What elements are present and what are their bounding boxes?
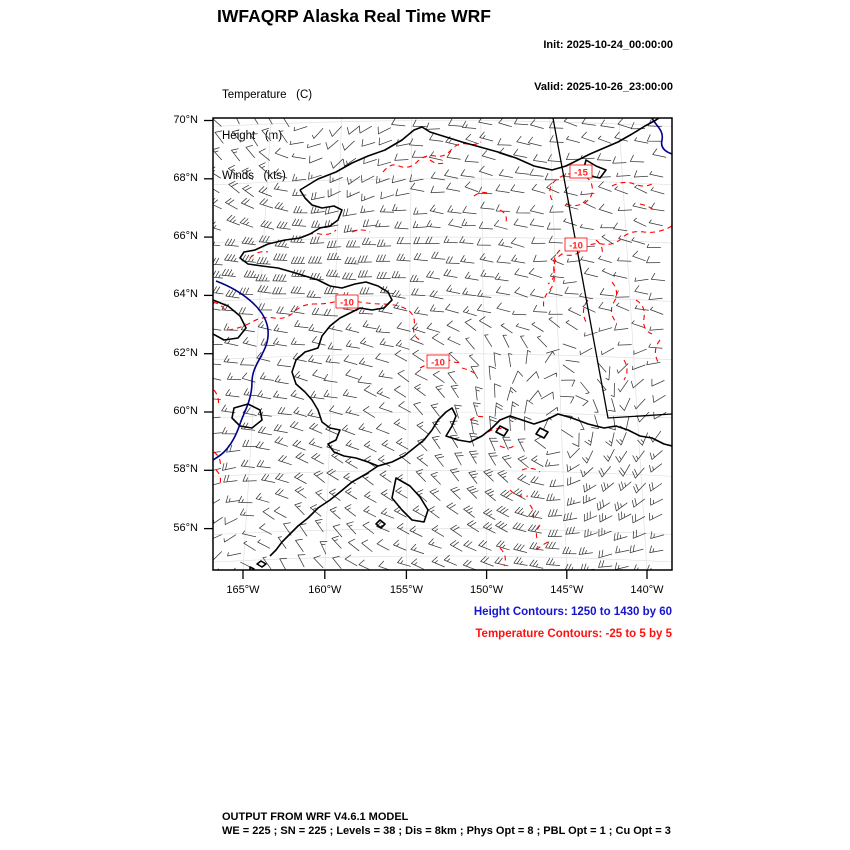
lon-axis-label: 145°W [550, 584, 584, 596]
lat-axis-label: 64°N [173, 288, 198, 301]
lat-axis-label: 56°N [173, 521, 198, 534]
height-contours-caption: Height Contours: 1250 to 1430 by 60 [473, 606, 672, 618]
legend-height: Height (m) [222, 129, 283, 142]
svg-text:-10: -10 [340, 297, 354, 309]
valid-time: Valid: 2025-10-26_23:00:00 [534, 81, 673, 93]
lat-axis-label: 70°N [173, 113, 198, 126]
lat-axis-label: 68°N [173, 171, 198, 184]
lat-axis-label: 58°N [173, 463, 198, 476]
lat-axis-label: 60°N [173, 405, 198, 417]
footer-config-line: WE = 225 ; SN = 225 ; Levels = 38 ; Dis = 8km ; Phys Opt = 8 ; PBL Opt = 1 ; Cu Opt = 3 [222, 825, 671, 837]
lon-axis-label: 140°W [630, 584, 664, 596]
temperature-contours-caption: Temperature Contours: -25 to 5 by 5 [475, 628, 672, 640]
svg-text:-10: -10 [569, 240, 583, 252]
lon-axis-label: 150°W [470, 584, 504, 596]
lat-axis-label: 66°N [173, 230, 198, 243]
svg-text:-15: -15 [574, 167, 588, 179]
legend-temperature: Temperature (C) [222, 89, 313, 101]
lon-axis-label: 155°W [389, 584, 423, 596]
footer-model-line: OUTPUT FROM WRF V4.6.1 MODEL [222, 811, 409, 823]
lon-axis-label: 165°W [226, 584, 260, 596]
lat-axis-label: 62°N [173, 346, 198, 359]
svg-text:-10: -10 [431, 357, 445, 369]
lon-axis-label: 160°W [308, 584, 342, 596]
page-title: IWFAQRP Alaska Real Time WRF [217, 6, 491, 26]
axis-ticks [204, 121, 647, 580]
init-time: Init: 2025-10-24_00:00:00 [543, 39, 673, 51]
legend-winds: Winds (kts) [222, 170, 286, 182]
